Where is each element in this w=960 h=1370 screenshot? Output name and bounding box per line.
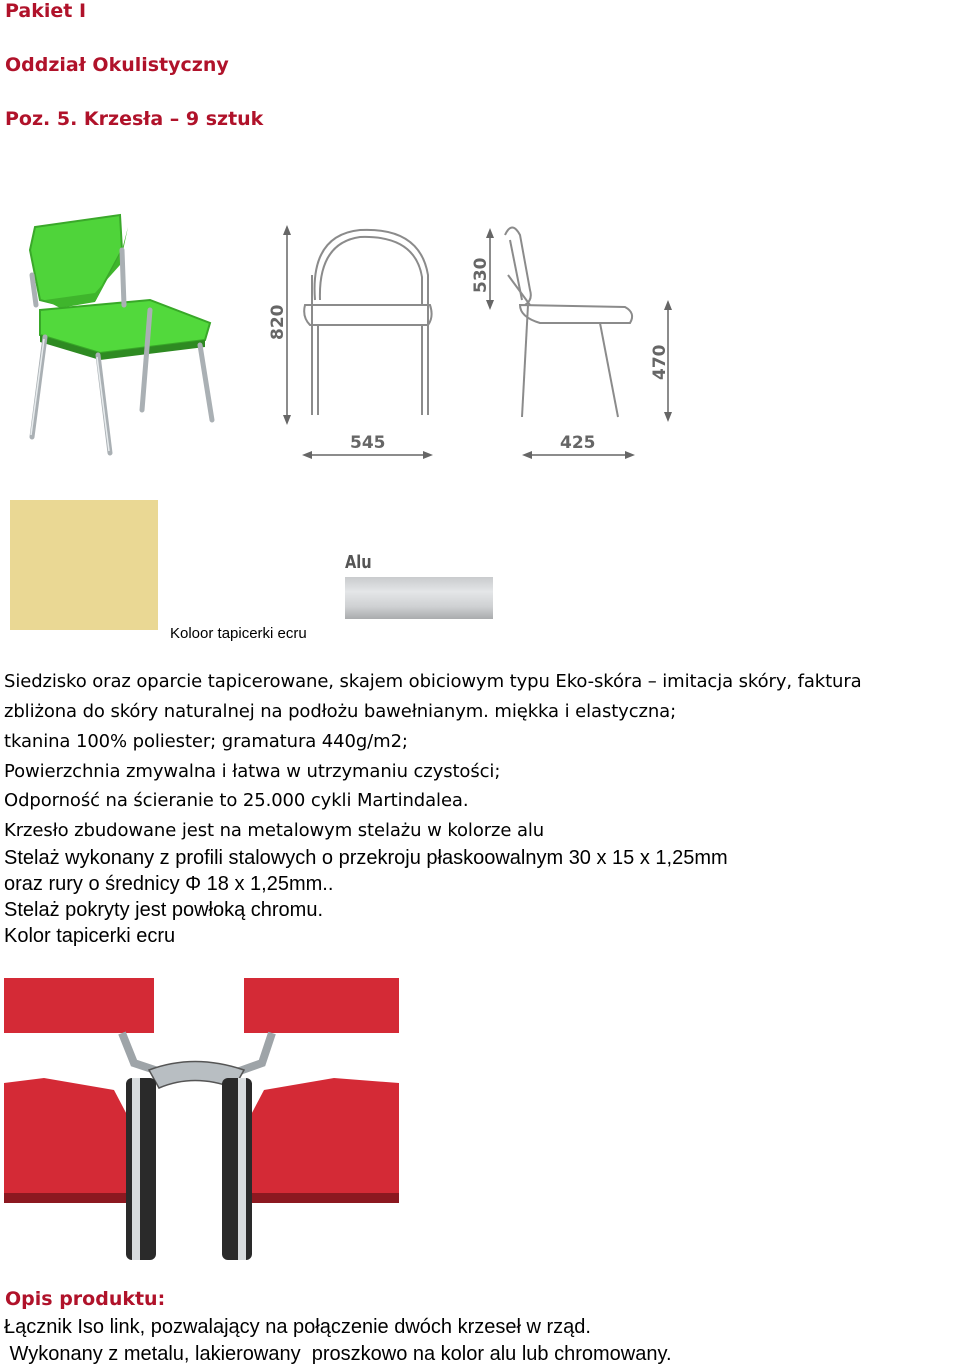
dim-height-label: 820 [268, 304, 288, 340]
description-line-9: Stelaż pokryty jest powłoką chromu. [4, 899, 324, 921]
iso-link-photo [4, 978, 399, 1264]
pakiet-heading: Pakiet I [5, 0, 87, 22]
description-line-3: tkanina 100% poliester; gramatura 440g/m2; [4, 731, 408, 752]
side-view-drawing [505, 228, 632, 418]
description-line-10: Kolor tapicerki ecru [4, 925, 176, 947]
description-line-1: Siedzisko oraz oparcie tapicerowane, skajem obiciowym typu Eko-skóra – imitacja skóry, faktura [4, 671, 862, 692]
description-line-8: oraz rury o średnicy Φ 18 x 1,25mm.. [4, 873, 334, 895]
dim-seat-height-label: 470 [650, 344, 670, 380]
chair-drawing [0, 205, 700, 470]
description-line-4: Powierzchnia zmywalna i łatwa w utrzymaniu czystości; [4, 761, 501, 782]
product-description-line-2: Wykonany z metalu, lakierowany proszkowo na kolor alu lub chromowany. [4, 1343, 672, 1365]
department-heading: Oddział Okulistyczny [5, 54, 229, 76]
description-line-5: Odporność na ścieranie to 25.000 cykli Martindalea. [4, 790, 469, 811]
product-description-heading: Opis produktu: [5, 1288, 166, 1310]
alu-swatch-label: Alu [345, 552, 372, 573]
position-heading: Poz. 5. Krzesła – 9 sztuk [5, 108, 264, 130]
chair-figure [0, 205, 700, 474]
dim-width-label: 545 [350, 433, 386, 453]
front-view-drawing [304, 230, 431, 415]
iso-link-drawing [4, 978, 399, 1260]
swatch-caption: Koloor tapicerki ecru [170, 625, 307, 642]
description-line-2: zbliżona do skóry naturalnej na podłożu bawełnianym. miękka i elastyczna; [4, 701, 677, 722]
green-chair-photo [30, 215, 212, 453]
description-line-7: Stelaż wykonany z profili stalowych o przekroju płaskoowalnym 30 x 15 x 1,25mm [4, 847, 728, 869]
ecru-color-swatch [10, 500, 158, 630]
description-line-6: Krzesło zbudowane jest na metalowym stelażu w kolorze alu [4, 820, 545, 841]
dim-depth-label: 425 [560, 433, 596, 453]
dim-back-height-label: 530 [471, 257, 491, 293]
alu-color-swatch [345, 577, 493, 619]
product-description-line-1: Łącznik Iso link, pozwalający na połączenie dwóch krzeseł w rząd. [4, 1316, 591, 1338]
